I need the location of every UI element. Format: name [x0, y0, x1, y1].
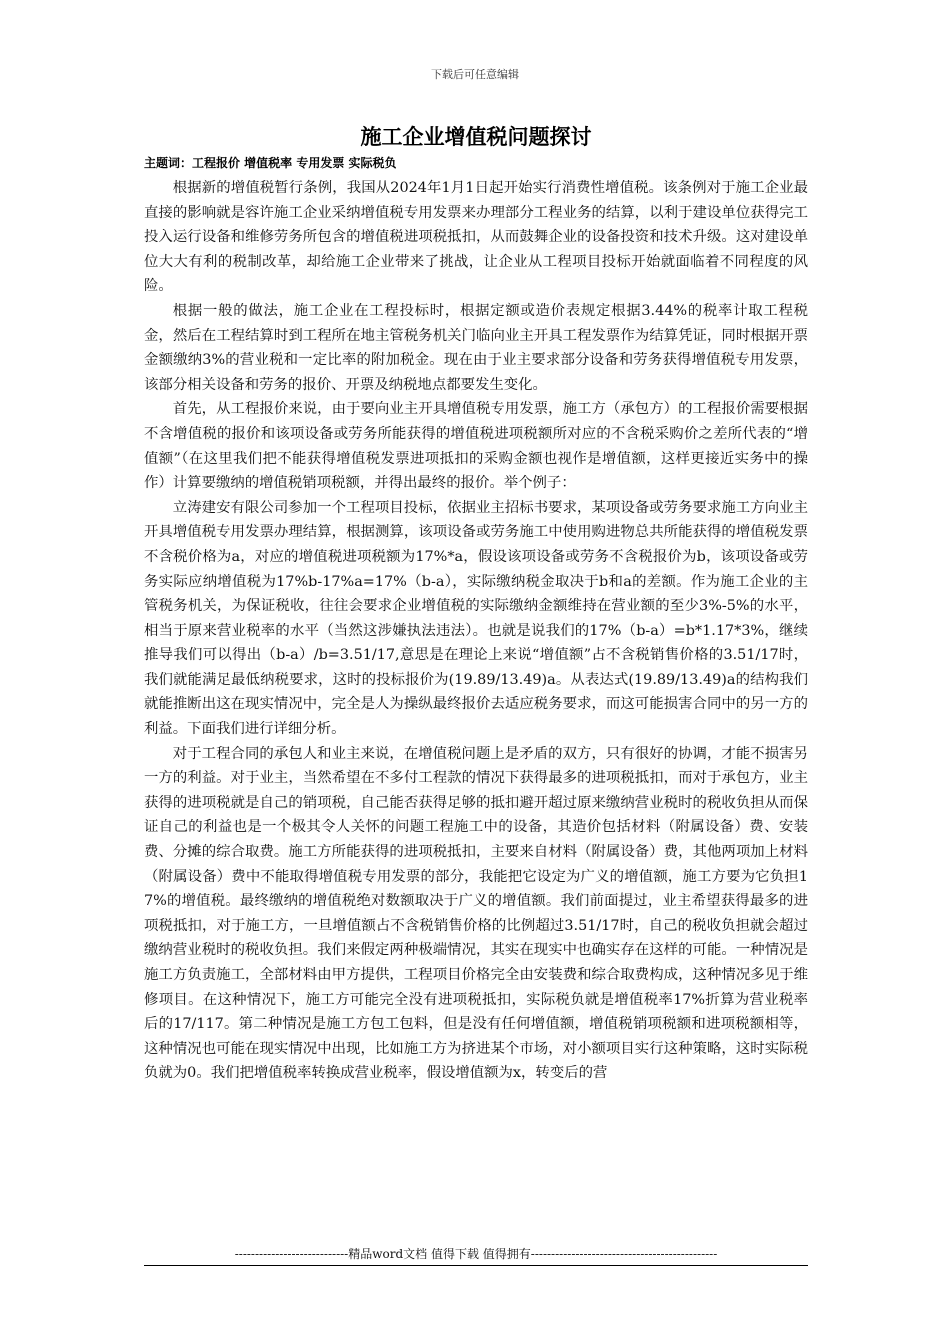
keywords-line: 主题词：工程报价 增值税率 专用发票 实际税负 — [144, 156, 397, 170]
page-header-note: 下载后可任意编辑 — [431, 68, 519, 81]
paragraph-5: 对于工程合同的承包人和业主来说，在增值税问题上是矛盾的双方，只有很好的协调，才能不损害另一方的利益。对于业主，当然希望在不多付工程款的情况下获得最多的进项税抵扣，而对于承包方，业主获得的进项税就是自己的销项税，自己能否获得足够的抵扣避开超过原来缴纳营业税时的税收负担从而保证自己的利益也是一个极其令人关怀的问题工程施工中的设备，其造价包括材料（附属设备）费、安装费、分摊的综合取费。施工方所能获得的进项税抵扣，主要来自材料（附属设备）费，其他两项加上材料（附属设备）费中不能取得增值税专用发票的部分，我能把它设定为广义的增值额，施工方要为它负担17%的增值税。最终缴纳的增值税绝对数额取决于广义的增值额。我们前面提过，业主希望获得最多的进项税抵扣，对于施工方，一旦增值额占不含税销售价格的比例超过3.51/17时，自己的税收负担就会超过缴纳营业税时的税收负担。我们来假定两种极端情况，其实在现实中也确实存在这样的可能。一种情况是施工方负责施工，全部材料由甲方提供，工程项目价格完全由安装费和综合取费构成，这种情况多见于维修项目。在这种情况下，施工方可能完全没有进项税抵扣，实际税负就是增值税率17%折算为营业税率后的17/117。第二种情况是施工方包工包料，但是没有任何增值额，增值税销项税额和进项税额相等，这种情况也可能在现实情况中出现，比如施工方为挤进某个市场，对小额项目实行这种策略，这时实际税负就为0。我们把增值税率转换成营业税率，假设增值额为x，转变后的营 — [144, 745, 808, 1082]
footer-divider — [144, 1265, 808, 1266]
paragraph-4: 立涛建安有限公司参加一个工程项目投标，依据业主招标书要求，某项设备或劳务要求施工方向业主开具增值税专用发票办理结算，根据测算，该项设备或劳务施工中使用购进物总共所能获得的增值税发票不含税价格为a，对应的增值税进项税额为17%*a，假设该项设备或劳务不含税报价为b，该项设备或劳务实际应纳增值税为17%b-17%a=17%（b-a），实际缴纳税金取决于b和a的差额。作为施工企业的主管税务机关，为保证税收，往往会要求企业增值税的实际缴纳金额维持在营业额的至少3%-5%的水平，相当于原来营业税率的水平（当然这涉嫌执法违法）。也就是说我们的17%（b-a）=b*1.17*3%，继续推导我们可以得出（b-a）/b=3.51/17,意思是在理论上来说“增值额”占不含税销售价格的3.51/17时，我们就能满足最低纳税要求，这时的投标报价为(19.89/13.49)a。从表达式(19.89/13.49)a的结构我们就能推断出这在现实情况中，完全是人为操纵最终报价去适应税务要求，而这可能损害合同中的另一方的利益。下面我们进行详细分析。 — [144, 499, 808, 738]
paragraph-1: 根据新的增值税暂行条例，我国从2024年1月1日起开始实行消费性增值税。该条例对于施工企业最直接的影响就是容许施工企业采纳增值税专用发票来办理部分工程业务的结算，以利于建设单位获得完工投入运行设备和维修劳务所包含的增值税进项税抵扣，从而鼓舞企业的设备投资和技术升级。这对建设单位大大有利的税制改革，却给施工企业带来了挑战，让企业从工程项目投标开始就面临着不同程度的风险。 — [144, 180, 808, 295]
document-body — [144, 120, 808, 1086]
page-footer-text: ----------------------------精品word文档 值得下载 值得拥有---------------------------------------------- — [234, 1247, 718, 1261]
document-title: 施工企业增值税问题探讨 — [360, 124, 592, 149]
paragraph-2: 根据一般的做法，施工企业在工程投标时，根据定额或造价表规定根据3.44%的税率计取工程税金，然后在工程结算时到工程所在地主管税务机关门临向业主开具工程发票作为结算凭证，同时根据开票金额缴纳3%的营业税和一定比率的附加税金。现在由于业主要求部分设备和劳务获得增值税专用发票，该部分相关设备和劳务的报价、开票及纳税地点都要发生变化。 — [144, 302, 808, 393]
paragraph-3: 首先，从工程报价来说，由于要向业主开具增值税专用发票，施工方（承包方）的工程报价需要根据不含增值税的报价和该项设备或劳务所能获得的增值税进项税额所对应的不含税采购价之差所代表的“增值额”（在这里我们把不能获得增值税发票进项抵扣的采购金额也视作是增值额，这样更接近实务中的操作）计算要缴纳的增值税销项税额，并得出最终的报价。举个例子： — [144, 401, 808, 492]
